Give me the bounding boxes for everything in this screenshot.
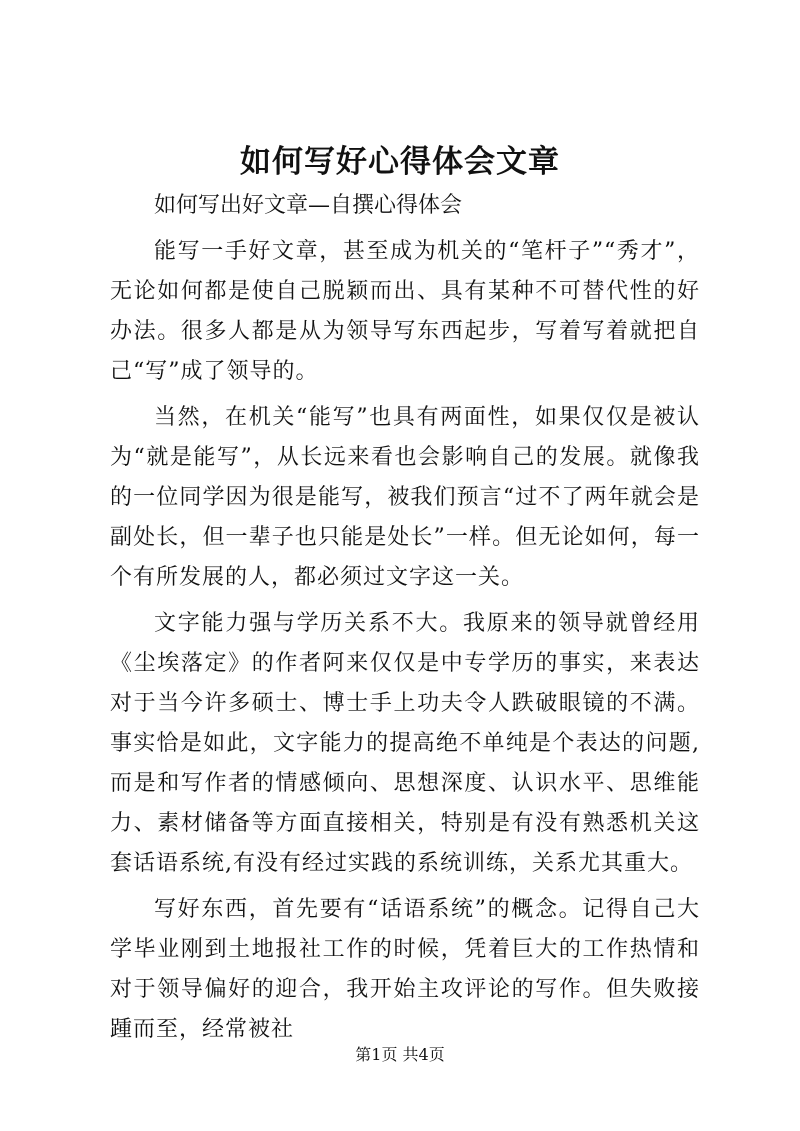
document-title: 如何写好心得体会文章 <box>240 144 560 180</box>
body-paragraph: 写好东西，首先要有“话语系统”的概念。记得自己大学毕业刚到土地报社工作的时候，凭着巨大的工作热情和对于领导偏好的迎合，我开始主攻评论的写作。但失败接踵而至，经常被社 <box>110 897 700 1042</box>
body-paragraph: 当然，在机关“能写”也具有两面性，如果仅仅是被认为“就是能写”，从长远来看也会影响自己的发展。就像我的一位同学因为很是能写，被我们预言“过不了两年就会是副处长，但一辈子也只能是处长”一样。但无论如何，每一个有所发展的人，都必须过文字这一关。 <box>110 405 700 590</box>
body-paragraph: 能写一手好文章，甚至成为机关的“笔杆子”“秀才”，无论如何都是使自己脱颖而出、具有某种不可替代性的好办法。很多人都是从为领导写东西起步，写着写着就把自己“写”成了领导的。 <box>110 239 700 384</box>
document-body <box>110 186 700 1056</box>
body-paragraph: 文字能力强与学历关系不大。我原来的领导就曾经用《尘埃落定》的作者阿来仅仅是中专学历的事实，来表达对于当今许多硕士、博士手上功夫令人跌破眼镜的不满。事实恰是如此，文字能力的提高绝不单纯是个表达的问题,而是和写作者的情感倾向、思想深度、认识水平、思维能力、素材储备等方面直接相关，特别是有没有熟悉机关这套话语系统,有没有经过实践的系统训练，关系尤其重大。 <box>110 611 700 876</box>
subtitle-paragraph: 如何写出好文章—自撰心得体会 <box>154 193 463 218</box>
page-number-footer: 第1页 共4页 <box>355 1045 445 1064</box>
